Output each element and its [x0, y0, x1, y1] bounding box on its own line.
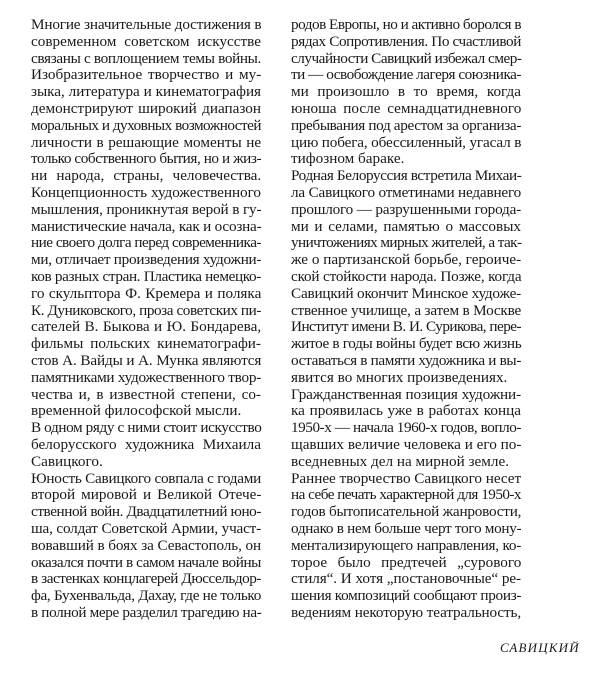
text-line: демонстрируют широкий диапазон	[31, 99, 261, 117]
text-line: явится во многих произведениях.	[291, 368, 508, 386]
text-line: случайности Савицкий избежал смер-	[291, 49, 522, 67]
text-line: тифозном бараке.	[291, 150, 405, 168]
text-line: ми и селами, памятью о массовых	[291, 217, 521, 235]
text-line: Раннее творчество Савицкого несет	[291, 469, 522, 487]
text-line: прошлого — разрушенными города-	[291, 200, 521, 218]
text-line: стов А. Вайды и А. Мунка являются	[31, 351, 262, 369]
text-line: ша, солдат Советской Армии, участ-	[31, 519, 261, 537]
text-line: ние своего долга перед современника-	[31, 234, 261, 252]
text-line: Савицкого.	[31, 452, 103, 470]
text-line: Юность Савицкого совпала с годами	[31, 469, 261, 487]
text-line: 1950-х — начала 1960-х годов, вопло-	[291, 419, 521, 437]
text-line: Концепционность художественного	[31, 183, 261, 201]
text-line: фа, Бухенвальда, Дахау, где не только	[31, 587, 261, 605]
text-line: торое было предтечей „сурового	[291, 553, 522, 571]
text-line: уничтожениях мирных жителей, а так-	[291, 234, 522, 252]
text-line: на себе печать характерной для 1950-х	[291, 486, 521, 504]
text-line: годов бытописательной жанровости,	[291, 503, 522, 521]
text-line: рядах Сопротивления. По счастливой	[291, 32, 521, 50]
text-line: ни народа, страны, человечества.	[31, 167, 262, 185]
text-line: вовавший в боях за Севастополь, он	[31, 536, 262, 554]
text-line: Гражданственная позиция художни-	[291, 385, 521, 403]
text-line: юноша после семнадцатидневного	[291, 99, 522, 117]
text-line: ми, отличает произведения художни-	[31, 251, 262, 269]
text-line: Институт имени В. И. Сурикова, пере-	[291, 318, 521, 336]
text-line: ственное училище, а затем в Москве	[291, 301, 521, 319]
text-line: ков разных стран. Пластика немецко-	[31, 267, 261, 285]
text-column-left	[31, 17, 261, 622]
text-line: шения композиций сообщают произ-	[291, 587, 522, 605]
text-line: мышления, проникнутая верой в гу-	[31, 200, 262, 218]
text-line: Изобразительное творчество и му-	[31, 66, 262, 84]
text-line: моральных и духовных возможностей	[31, 116, 261, 134]
text-line: го скульптора Ф. Кремера и поляка	[31, 284, 262, 302]
text-line: манистические начала, как и осозна-	[31, 217, 262, 235]
text-line: ка проявилась уже в работах конца	[291, 402, 521, 420]
text-column-right	[291, 17, 521, 622]
text-line: ментализирующего направления, ко-	[291, 536, 521, 554]
text-line: только собственного бытия, но и жиз-	[31, 150, 262, 168]
text-line: Савицкий окончит Минское художе-	[291, 284, 521, 302]
text-line: вседневных дел на мирной земле.	[291, 452, 509, 470]
text-line: Родная Белоруссия встретила Михаи-	[291, 167, 522, 185]
text-line: родов Европы, но и активно боролся в	[291, 16, 521, 33]
text-line: Многие значительные достижения в	[31, 16, 262, 33]
text-line: В одном ряду с ними стоит искусство	[31, 419, 262, 437]
text-line: ти — освобождение лагеря союзника-	[291, 66, 521, 84]
text-line: фильмы польских кинематографи-	[31, 335, 261, 353]
text-line: ведениям некоторую театральность,	[291, 603, 521, 621]
text-line: современном советском искусстве	[31, 32, 261, 50]
text-line: же о партизанской борьбе, героиче-	[291, 251, 522, 269]
text-line: ла Савицкого отметинами недавнего	[291, 183, 522, 201]
text-line: оставаться в памяти художника и вы-	[291, 351, 522, 369]
text-line: пребывания под арестом за организа-	[291, 116, 522, 134]
text-line: личности в решающие моменты не	[31, 133, 262, 151]
text-line: стиля“. И хотя „постановочные“ ре-	[291, 570, 521, 588]
text-line: чества и, в известной степени, со-	[31, 385, 261, 403]
text-line: житое в годы войны будет всю жизнь	[291, 335, 522, 353]
text-line: ственной войн. Двадцатилетний юно-	[31, 503, 261, 521]
text-line: памятниками художественного твор-	[31, 368, 262, 386]
text-line: второй мировой и Великой Отече-	[31, 486, 262, 504]
text-line: в полной мере разделил трагедию на-	[31, 603, 262, 621]
text-line: сателей В. Быкова и Ю. Бондарева,	[31, 318, 262, 336]
text-line: щавших величие человека и его по-	[291, 435, 522, 453]
text-line: оказался почти в самом начале войны	[31, 553, 261, 571]
text-line: в застенках концлагерей Дюссельдор-	[31, 570, 261, 588]
text-line: К. Дуниковского, проза советских пи-	[31, 301, 261, 319]
text-line: однако в нем больше черт того мону-	[291, 519, 522, 537]
text-line: временной философской мысли.	[31, 402, 242, 420]
text-line: ской стойкости народа. Позже, когда	[291, 267, 522, 285]
text-line: связаны с воплощением темы войны.	[31, 49, 261, 67]
text-line: белорусского художника Михаила	[31, 435, 261, 453]
text-line: зыка, литература и кинематография	[31, 83, 261, 101]
running-footer: САВИЦКИЙ	[500, 640, 580, 655]
text-line: ми произошло в то время, когда	[291, 83, 521, 101]
text-line: цию побега, обессиленный, угасал в	[291, 133, 522, 151]
